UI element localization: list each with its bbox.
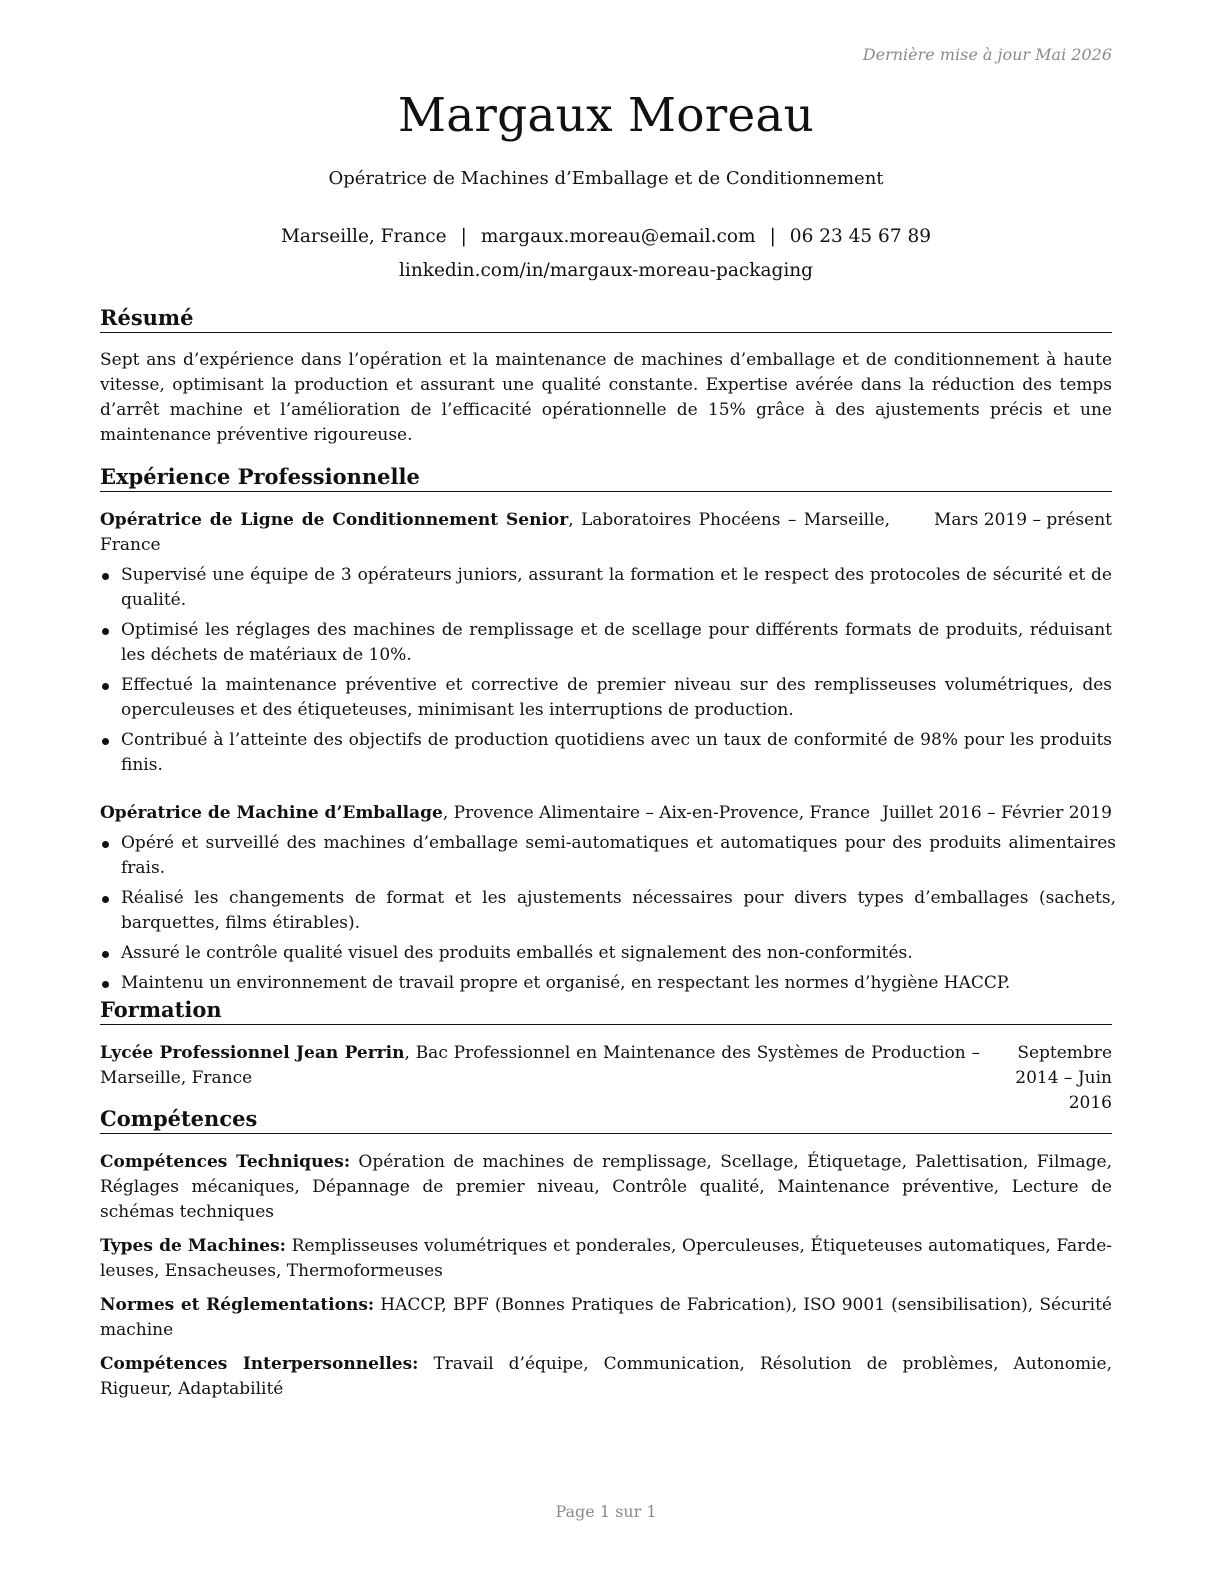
bullet-dot: [102, 896, 109, 903]
last-updated-note: Dernière mise à jour Mai 2026: [862, 45, 1112, 64]
skill-label: Compétences Techniques:: [100, 1152, 351, 1172]
job-company: , Provence Alimentaire – Aix-en-Provence, France: [442, 803, 871, 823]
bullet-dot: [102, 738, 109, 745]
bullet-dot: [102, 981, 109, 988]
email-link[interactable]: margaux.moreau@email.com: [480, 226, 756, 247]
bullet-dot: [102, 628, 109, 635]
list-item: Maintenu un environnement de travail propre et organisé, en respectant les normes d’hygiène HACCP.: [100, 971, 1116, 996]
section-heading-experience: Expérience Professionnelle: [100, 464, 1112, 492]
skill-group: [100, 1150, 1112, 1225]
list-item: Assuré le contrôle qualité visuel des produits emballés et signalement des non-conformités.: [100, 941, 1116, 966]
phone-number: 06 23 45 67 89: [789, 226, 932, 247]
job-title-company: [100, 801, 870, 826]
job-title: Opératrice de Machine d’Emballage: [100, 803, 443, 823]
list-item: Optimisé les réglages des machines de remplissage et de scellage pour différents formats de produits, réduisant les déchets de matériaux de 10%.: [100, 618, 1112, 668]
education-school-degree: [100, 1041, 980, 1091]
list-item: Contribué à l’atteinte des objectifs de production quotidiens avec un taux de conformité de 98% pour les produits finis.: [100, 728, 1112, 778]
job-title-company: [100, 508, 890, 558]
bullet-dot: [102, 683, 109, 690]
skill-list: HACCP, BPF (Bonnes Pratiques de Fabrication), ISO 9001 (sensibilisation), Sécurité machine: [100, 1295, 1112, 1340]
job-dates: Mars 2019 – présent: [933, 510, 1112, 530]
skill-list: Opération de machines de remplissage, Scellage, Étiquetage, Palettisation, Filmage, Réglages mécaniques, Dépannage de premier niveau, Contrôle qualité, Maintenance préventive, Lecture de schémas techniques: [100, 1152, 1112, 1222]
page-number: Page 1 sur 1: [555, 1502, 657, 1521]
degree: , Bac Professionnel en Maintenance des Systèmes de Production – Marseille, France: [100, 1043, 980, 1088]
list-item: Réalisé les changements de format et les ajustements nécessaires pour divers types d’emballages (sachets, barquettes, films étirables).: [100, 886, 1116, 936]
bullet-dot: [102, 951, 109, 958]
skill-label: Normes et Réglementations:: [100, 1295, 375, 1315]
list-item: Effectué la maintenance préventive et corrective de premier niveau sur des remplisseuses volumétriques, des operculeuses et des étiqueteuses, minimisant les interruptions de production.: [100, 673, 1112, 723]
skill-list: Remplisseuses volumétriques et ponderales, Operculeuses, Étiqueteuses automatiques, Fardeleuses, Ensacheuses, Thermoformeuses: [100, 1236, 1113, 1281]
skill-group: [100, 1293, 1112, 1343]
job-bullets: [100, 563, 1112, 783]
skill-label: Compétences Interpersonnelles:: [100, 1354, 419, 1374]
resume-page: [100, 0, 1116, 1584]
job-bullets: [100, 831, 1116, 1001]
list-item: Opéré et surveillé des machines d’emballage semi-automatiques et automatiques pour des produits alimentaires frais.: [100, 831, 1116, 881]
job-title: Opératrice de Ligne de Conditionnement Senior: [100, 510, 569, 530]
summary-text: Sept ans d’expérience dans l’opération et la maintenance de machines d’emballage et de conditionnement à haute vitesse, optimisant la production et assurant une qualité constante. Expertise avérée dans la réduction des temps d’arrêt machine et l’amélioration de l’efficacité opérationnelle de 15% grâce à des ajustements précis et une maintenance préventive rigoureuse.: [100, 350, 1112, 445]
bullet-dot: [102, 573, 109, 580]
education-dates: Septembre 2014 – Juin 2016: [1015, 1043, 1112, 1113]
bullet-dot: [102, 841, 109, 848]
job-title: Opératrice de Machines d’Emballage et de Conditionnement: [328, 168, 884, 189]
candidate-name: Margaux Moreau: [397, 88, 815, 143]
location: Marseille, France: [280, 226, 447, 247]
job-dates: Juillet 2016 – Février 2019: [882, 803, 1112, 823]
contact-info: [100, 220, 1112, 288]
contact-line-1: [100, 220, 1112, 254]
education-entry: [100, 1041, 1112, 1113]
skill-group: [100, 1234, 1112, 1284]
skill-group: [100, 1352, 1112, 1402]
section-heading-summary: Résumé: [100, 305, 1112, 333]
job-header: [100, 508, 1112, 558]
separator: |: [460, 226, 467, 247]
skill-list: Travail d’équipe, Communication, Résolution de problèmes, Autonomie, Rigueur, Adaptabilité: [100, 1354, 1112, 1399]
list-item: Supervisé une équipe de 3 opérateurs juniors, assurant la formation et le respect des protocoles de sécurité et de qualité.: [100, 563, 1112, 613]
job-header: [100, 801, 1112, 826]
skill-label: Types de Machines:: [100, 1236, 286, 1256]
job-company: , Laboratoires Phocéens – Marseille, France: [100, 510, 890, 555]
school-name: Lycée Professionnel Jean Perrin: [100, 1043, 405, 1063]
linkedin-link[interactable]: linkedin.com/in/margaux-moreau-packaging: [398, 260, 814, 281]
separator: |: [769, 226, 776, 247]
section-heading-education: Formation: [100, 997, 1112, 1025]
section-heading-skills: Compétences: [100, 1106, 1112, 1134]
